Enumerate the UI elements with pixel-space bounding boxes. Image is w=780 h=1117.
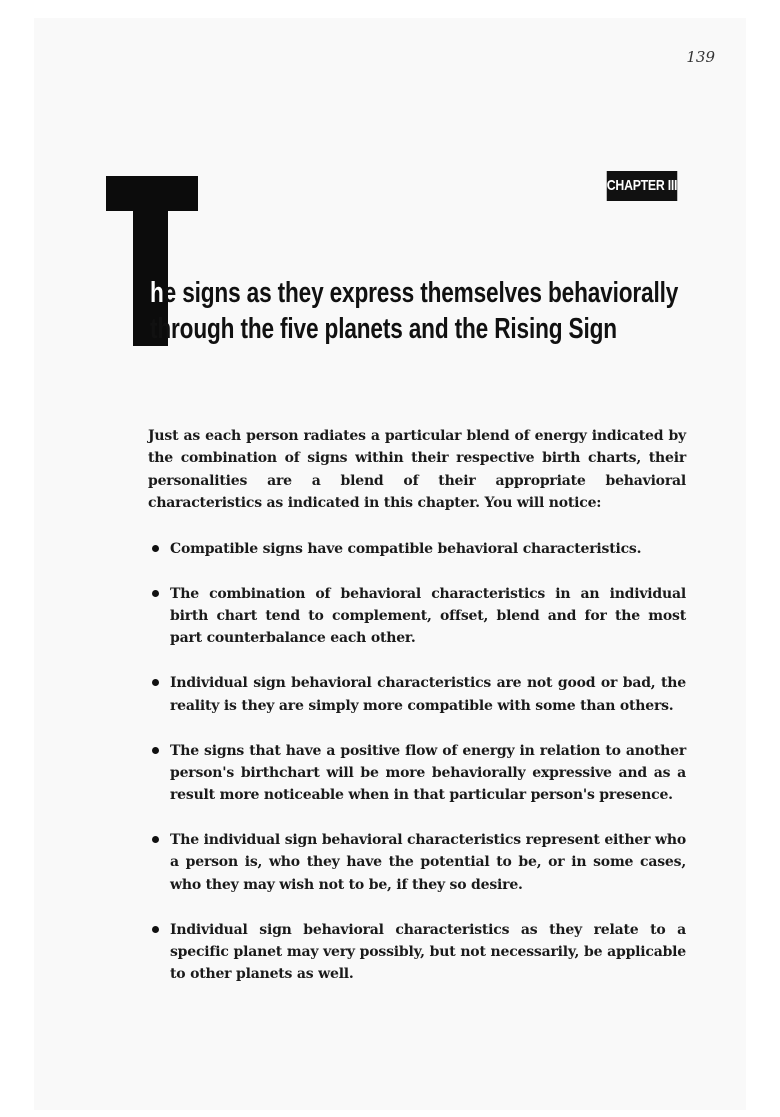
bullet-text: The signs that have a positive flow of energy in relation to another person's birthchart will be more behaviorally expressive and as a result more noticeable when in that particular person's presence. bbox=[170, 742, 686, 804]
bullet-text: Individual sign behavioral characteristics are not good or bad, the reality is they are simply more compatible with some than others. bbox=[170, 675, 686, 714]
bullet-item bbox=[150, 538, 686, 560]
title-lead-letter: h bbox=[150, 277, 164, 309]
bullet-icon bbox=[152, 590, 159, 597]
bullet-item bbox=[150, 583, 686, 650]
bullet-icon bbox=[152, 926, 159, 933]
bullet-item bbox=[150, 919, 686, 986]
intro-paragraph: Just as each person radiates a particular blend of energy indicated by the combination of signs within their respective birth charts, their personalities are a blend of their appropriate behavioral characteristics as indicated in this chapter. You will notice: bbox=[148, 428, 686, 511]
bullet-text: Individual sign behavioral characteristics as they relate to a specific planet may very possibly, but not necessarily, be applicable to other planets as well. bbox=[170, 921, 686, 983]
chapter-title-line-2: through the five planets and the Rising Sign bbox=[150, 313, 617, 345]
title-line-1-text: e signs as they express themselves behaviorally bbox=[163, 277, 679, 309]
bullet-item bbox=[150, 672, 686, 717]
bullet-text: The individual sign behavioral characteristics represent either who a person is, who they have the potential to be, or in some cases, who they may wish not to be, if they so desire. bbox=[170, 832, 686, 893]
chapter-label: CHAPTER III bbox=[607, 171, 678, 201]
bullet-text: Compatible signs have compatible behavioral characteristics. bbox=[170, 541, 642, 557]
bullet-item bbox=[150, 829, 686, 896]
bullet-icon bbox=[152, 747, 159, 754]
bullet-text: The combination of behavioral characteristics in an individual birth chart tend to complement, offset, blend and for the most part counterbalance each other. bbox=[170, 585, 686, 647]
bullet-icon bbox=[152, 545, 159, 552]
page-number: 139 bbox=[686, 48, 715, 66]
bullet-item bbox=[150, 740, 686, 807]
chapter-title-line-1 bbox=[150, 277, 678, 310]
bullet-icon bbox=[152, 679, 159, 686]
bullet-icon bbox=[152, 836, 159, 843]
bullet-list bbox=[150, 538, 686, 1008]
